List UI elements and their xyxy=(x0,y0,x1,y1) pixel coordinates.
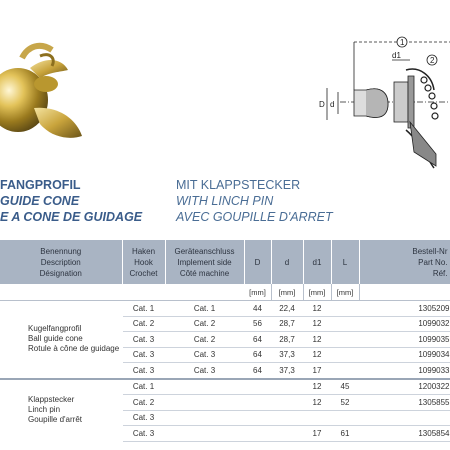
unit-d1: [mm] xyxy=(303,284,331,301)
group-linch-pin xyxy=(0,379,450,442)
cell-part: 1099033 xyxy=(359,363,450,379)
cell-L: 52 xyxy=(331,395,359,411)
product-photo xyxy=(0,28,120,148)
cell-d: 37,3 xyxy=(271,347,303,363)
row-description xyxy=(0,379,122,442)
cell-anschluss xyxy=(165,410,244,426)
cell-L xyxy=(331,301,359,317)
cell-part: 1200322 xyxy=(359,379,450,395)
cell-haken: Cat. 2 xyxy=(122,316,165,332)
cell-d1: 17 xyxy=(303,426,331,442)
table-header-row xyxy=(0,240,450,284)
group-ball-guide-cone xyxy=(0,301,450,379)
cell-L xyxy=(331,410,359,426)
technical-drawing xyxy=(310,30,450,180)
cell-anschluss: Cat. 2 xyxy=(165,332,244,348)
headline-right xyxy=(176,177,333,225)
cell-L xyxy=(331,347,359,363)
callout-1: 1 xyxy=(400,38,405,47)
cell-L xyxy=(331,332,359,348)
cell-d1 xyxy=(303,410,331,426)
cell-d xyxy=(271,395,303,411)
table-row xyxy=(0,301,450,317)
headline-left-fr: E A CONE DE GUIDAGE xyxy=(0,210,143,224)
description-line: Goupille d'arrêt xyxy=(28,415,82,425)
cell-anschluss xyxy=(165,426,244,442)
headline-right-de: MIT KLAPPSTECKER xyxy=(176,178,301,192)
cell-part: 1305854 xyxy=(359,426,450,442)
label-D: D xyxy=(319,100,325,109)
cell-anschluss: Cat. 2 xyxy=(165,316,244,332)
cell-d1: 12 xyxy=(303,301,331,317)
cell-part: 1099032 xyxy=(359,316,450,332)
cell-d1: 12 xyxy=(303,332,331,348)
cell-d1: 12 xyxy=(303,379,331,395)
cell-haken: Cat. 3 xyxy=(122,410,165,426)
label-d1: d1 xyxy=(392,51,401,60)
description-line: Ball guide cone xyxy=(28,334,83,344)
cell-L xyxy=(331,363,359,379)
cell-haken: Cat. 1 xyxy=(122,301,165,317)
header-D: D xyxy=(244,240,271,284)
headline-left-en: GUIDE CONE xyxy=(0,194,80,208)
cell-d1: 17 xyxy=(303,363,331,379)
cell-haken: Cat. 3 xyxy=(122,347,165,363)
unit-L: [mm] xyxy=(331,284,359,301)
description-line: Klappstecker xyxy=(28,395,75,405)
cell-anschluss: Cat. 3 xyxy=(165,347,244,363)
unit-d: [mm] xyxy=(271,284,303,301)
cell-anschluss xyxy=(165,379,244,395)
cell-d xyxy=(271,426,303,442)
cell-d1: 12 xyxy=(303,395,331,411)
headline-right-fr: AVEC GOUPILLE D'ARRET xyxy=(176,210,333,224)
cell-d1: 12 xyxy=(303,347,331,363)
cell-d: 28,7 xyxy=(271,332,303,348)
callout-2: 2 xyxy=(430,56,435,65)
cell-D: 64 xyxy=(244,363,271,379)
cell-haken: Cat. 3 xyxy=(122,426,165,442)
header-haken: Haken Hook Crochet xyxy=(122,240,165,284)
header-bestell: Bestell-Nr Part No. Réf. xyxy=(359,240,450,284)
cell-d xyxy=(271,410,303,426)
cell-D: 64 xyxy=(244,347,271,363)
cell-anschluss: Cat. 1 xyxy=(165,301,244,317)
description-line: Kugelfangprofil xyxy=(28,324,82,334)
cell-anschluss: Cat. 3 xyxy=(165,363,244,379)
cell-d1: 12 xyxy=(303,316,331,332)
cell-L: 45 xyxy=(331,379,359,395)
cell-part: 1099035 xyxy=(359,332,450,348)
headline-right-en: WITH LINCH PIN xyxy=(176,194,274,208)
cell-anschluss xyxy=(165,395,244,411)
cell-D: 64 xyxy=(244,332,271,348)
description-line: Linch pin xyxy=(28,405,61,415)
cell-part xyxy=(359,410,450,426)
table-row xyxy=(0,379,450,395)
cell-L xyxy=(331,316,359,332)
cell-D xyxy=(244,426,271,442)
unit-row xyxy=(0,284,450,301)
cell-part: 1305855 xyxy=(359,395,450,411)
cell-part: 1305209 xyxy=(359,301,450,317)
cell-haken: Cat. 2 xyxy=(122,395,165,411)
cell-D xyxy=(244,410,271,426)
description-line: Rotule à cône de guidage xyxy=(28,344,120,354)
spec-table xyxy=(0,240,450,442)
header-L: L xyxy=(331,240,359,284)
headline-left-de: FANGPROFIL xyxy=(0,178,81,192)
header-benennung: Benennung Description Désignation xyxy=(0,240,122,284)
cell-D xyxy=(244,395,271,411)
cell-part: 1099034 xyxy=(359,347,450,363)
cell-D: 56 xyxy=(244,316,271,332)
cell-D xyxy=(244,379,271,395)
headline-left xyxy=(0,177,142,225)
unit-D: [mm] xyxy=(244,284,271,301)
cell-d: 28,7 xyxy=(271,316,303,332)
cell-d xyxy=(271,379,303,395)
header-anschluss: Geräteanschluss Implement side Côté machine xyxy=(165,240,244,284)
row-description xyxy=(0,301,122,379)
header-d: d xyxy=(271,240,303,284)
header-d1: d1 xyxy=(303,240,331,284)
label-d: d xyxy=(330,100,335,109)
cell-haken: Cat. 3 xyxy=(122,363,165,379)
cell-L: 61 xyxy=(331,426,359,442)
cell-d: 37,3 xyxy=(271,363,303,379)
cell-d: 22,4 xyxy=(271,301,303,317)
cell-haken: Cat. 3 xyxy=(122,332,165,348)
cell-D: 44 xyxy=(244,301,271,317)
cell-haken: Cat. 1 xyxy=(122,379,165,395)
